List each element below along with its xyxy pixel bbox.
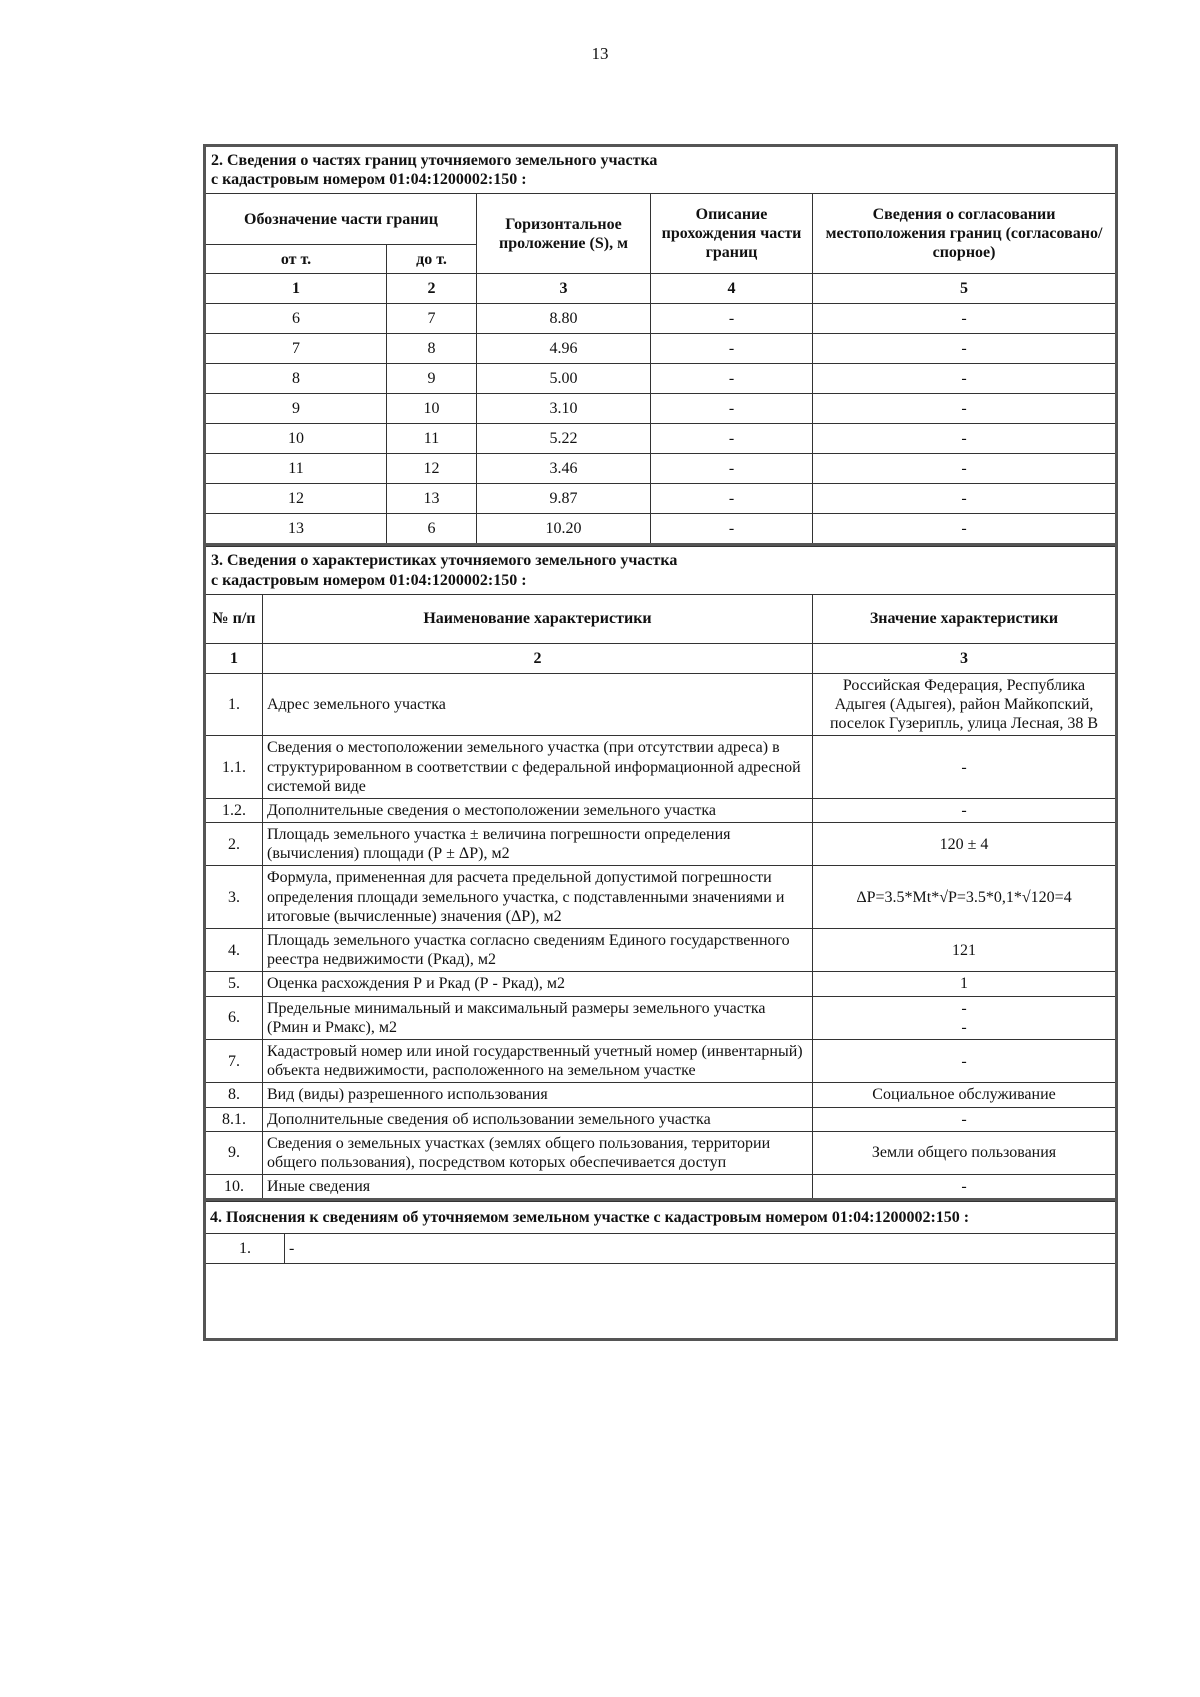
col-number: 1 — [205, 643, 263, 673]
cell-value: Социальное обслуживание — [813, 1083, 1117, 1107]
cell-value: ΔP=3.5*Mt*√P=3.5*0,1*√120=4 — [813, 866, 1117, 929]
table-row — [205, 798, 1117, 822]
cell-value: - — [813, 798, 1117, 822]
cell-to: 7 — [387, 304, 477, 334]
cell-value: Российская Федерация, Республика Адыгея (Адыгея), район Майкопский, поселок Гузерипль, улица Лесная, 38 В — [813, 673, 1117, 736]
cell-name: Дополнительные сведения о местоположении земельного участка — [263, 798, 813, 822]
cell-name: Оценка расхождения Р и Ркад (Р - Ркад), м2 — [263, 972, 813, 996]
section3-title-line2: с кадастровым номером 01:04:1200002:150 : — [211, 571, 527, 589]
document-sheet — [203, 144, 1115, 1341]
table-row — [205, 1131, 1117, 1174]
cell-desc: - — [651, 304, 813, 334]
cell-num: 8. — [205, 1083, 263, 1107]
section3-title — [205, 547, 1117, 594]
cell-value: - — [813, 1107, 1117, 1131]
page-number: 13 — [591, 44, 609, 63]
cell-agr: - — [813, 304, 1117, 334]
section4-title: 4. Пояснения к сведениям об уточняемом земельном участке с кадастровым номером 01:04:1200002:150 : — [205, 1202, 1117, 1234]
col-number: 1 — [205, 274, 387, 304]
section4-empty-space — [205, 1264, 1117, 1340]
section3-title-line1: 3. Сведения о характеристиках уточняемого земельного участка — [211, 552, 678, 570]
cell-to: 9 — [387, 364, 477, 394]
table-row — [205, 1083, 1117, 1107]
header-horizontal: Горизонтальное проложение (S), м — [477, 194, 651, 274]
cell-num: 8.1. — [205, 1107, 263, 1131]
cell-to: 6 — [387, 514, 477, 545]
cell-value: 120 ± 4 — [813, 823, 1117, 866]
cell-s: 3.46 — [477, 454, 651, 484]
cell-agr: - — [813, 394, 1117, 424]
cell-name: Площадь земельного участка ± величина погрешности определения (вычисления) площади (Р ± ΔР), м2 — [263, 823, 813, 866]
cell-from: 10 — [205, 424, 387, 454]
col-number: 3 — [477, 274, 651, 304]
cell-num: 9. — [205, 1131, 263, 1174]
table-row — [205, 394, 1117, 424]
table-row — [205, 972, 1117, 996]
list-item — [205, 1234, 1117, 1264]
section3-column-numbers — [205, 643, 1117, 673]
table-row — [205, 1107, 1117, 1131]
cell-num: 1.2. — [205, 798, 263, 822]
cell-to: 13 — [387, 484, 477, 514]
cell-desc: - — [651, 424, 813, 454]
table-row — [205, 866, 1117, 929]
table-row — [205, 823, 1117, 866]
cell-agr: - — [813, 484, 1117, 514]
header-to: до т. — [387, 245, 477, 274]
section2-rows — [205, 304, 1117, 545]
table-row — [205, 996, 1117, 1039]
cell-desc: - — [651, 394, 813, 424]
table-row — [205, 364, 1117, 394]
table-row — [205, 929, 1117, 972]
section2-title-line2: с кадастровым номером 01:04:1200002:150 : — [211, 171, 527, 189]
cell-num: 5. — [205, 972, 263, 996]
header-num: № п/п — [205, 594, 263, 643]
cell-name: Дополнительные сведения об использовании земельного участка — [263, 1107, 813, 1131]
cell-s: 8.80 — [477, 304, 651, 334]
table-row — [205, 736, 1117, 799]
col-number: 2 — [263, 643, 813, 673]
section2-table — [203, 144, 1118, 546]
cell-num: 1. — [205, 1234, 285, 1264]
cell-desc: - — [651, 484, 813, 514]
col-number: 2 — [387, 274, 477, 304]
cell-num: 4. — [205, 929, 263, 972]
cell-desc: - — [651, 334, 813, 364]
cell-value: 1 — [813, 972, 1117, 996]
section3-table — [203, 546, 1118, 1201]
cell-agr: - — [813, 514, 1117, 545]
cell-s: 9.87 — [477, 484, 651, 514]
cell-name: Кадастровый номер или иной государственный учетный номер (инвентарный) объекта недвижимости, расположенного на земельном участке — [263, 1039, 813, 1082]
cell-value: Земли общего пользования — [813, 1131, 1117, 1174]
table-row — [205, 304, 1117, 334]
cell-value: - — [813, 1039, 1117, 1082]
cell-from: 6 — [205, 304, 387, 334]
cell-desc: - — [651, 514, 813, 545]
cell-agr: - — [813, 334, 1117, 364]
cell-name: Вид (виды) разрешенного использования — [263, 1083, 813, 1107]
section2-title-line1: 2. Сведения о частях границ уточняемого земельного участка — [211, 152, 658, 169]
table-row — [205, 454, 1117, 484]
cell-s: 3.10 — [477, 394, 651, 424]
header-description: Описание прохождения части границ — [651, 194, 813, 274]
cell-num: 6. — [205, 996, 263, 1039]
table-row — [205, 1039, 1117, 1082]
section3-rows — [205, 673, 1117, 1200]
cell-from: 12 — [205, 484, 387, 514]
cell-value: - - — [813, 996, 1117, 1039]
cell-num: 10. — [205, 1175, 263, 1200]
cell-name: Иные сведения — [263, 1175, 813, 1200]
cell-name: Адрес земельного участка — [263, 673, 813, 736]
header-part-designation: Обозначение части границ — [205, 194, 477, 245]
col-number: 4 — [651, 274, 813, 304]
cell-from: 13 — [205, 514, 387, 545]
header-value: Значение характеристики — [813, 594, 1117, 643]
cell-name: Сведения о местоположении земельного участка (при отсутствии адреса) в структурированном в соответствии с федеральной информационной адресной системой виде — [263, 736, 813, 799]
cell-desc: - — [651, 454, 813, 484]
cell-num: 7. — [205, 1039, 263, 1082]
col-number: 5 — [813, 274, 1117, 304]
cell-s: 10.20 — [477, 514, 651, 545]
cell-to: 12 — [387, 454, 477, 484]
cell-name: Площадь земельного участка согласно сведениям Единого государственного реестра недвижимости (Ркад), м2 — [263, 929, 813, 972]
cell-text: - — [285, 1234, 1117, 1264]
table-row — [205, 424, 1117, 454]
cell-to: 11 — [387, 424, 477, 454]
cell-value: - — [813, 1175, 1117, 1200]
header-from: от т. — [205, 245, 387, 274]
cell-value: - — [813, 736, 1117, 799]
cell-num: 1. — [205, 673, 263, 736]
table-row — [205, 514, 1117, 545]
section4-rows — [205, 1234, 1117, 1264]
cell-num: 3. — [205, 866, 263, 929]
cell-name: Предельные минимальный и максимальный размеры земельного участка (Рмин и Рмакс), м2 — [263, 996, 813, 1039]
cell-name: Формула, примененная для расчета предельной допустимой погрешности определения площади земельного участка, с подставленными значениями и итоговые (вычисленные) значения (ΔР), м2 — [263, 866, 813, 929]
section2-column-numbers — [205, 274, 1117, 304]
cell-agr: - — [813, 454, 1117, 484]
section2-title — [205, 146, 1117, 194]
cell-s: 5.00 — [477, 364, 651, 394]
cell-to: 10 — [387, 394, 477, 424]
header-agreement: Сведения о согласовании местоположения границ (согласовано/спорное) — [813, 194, 1117, 274]
cell-desc: - — [651, 364, 813, 394]
cell-from: 7 — [205, 334, 387, 364]
cell-num: 2. — [205, 823, 263, 866]
cell-from: 9 — [205, 394, 387, 424]
cell-to: 8 — [387, 334, 477, 364]
table-row — [205, 1175, 1117, 1200]
table-row — [205, 334, 1117, 364]
col-number: 3 — [813, 643, 1117, 673]
table-row — [205, 484, 1117, 514]
cell-from: 11 — [205, 454, 387, 484]
cell-num: 1.1. — [205, 736, 263, 799]
table-row — [205, 673, 1117, 736]
cell-value: 121 — [813, 929, 1117, 972]
header-name: Наименование характеристики — [263, 594, 813, 643]
cell-from: 8 — [205, 364, 387, 394]
cell-agr: - — [813, 424, 1117, 454]
section4-table — [203, 1201, 1118, 1341]
cell-agr: - — [813, 364, 1117, 394]
cell-name: Сведения о земельных участках (землях общего пользования, территории общего пользования), посредством которых обеспечивается доступ — [263, 1131, 813, 1174]
cell-s: 4.96 — [477, 334, 651, 364]
cell-s: 5.22 — [477, 424, 651, 454]
